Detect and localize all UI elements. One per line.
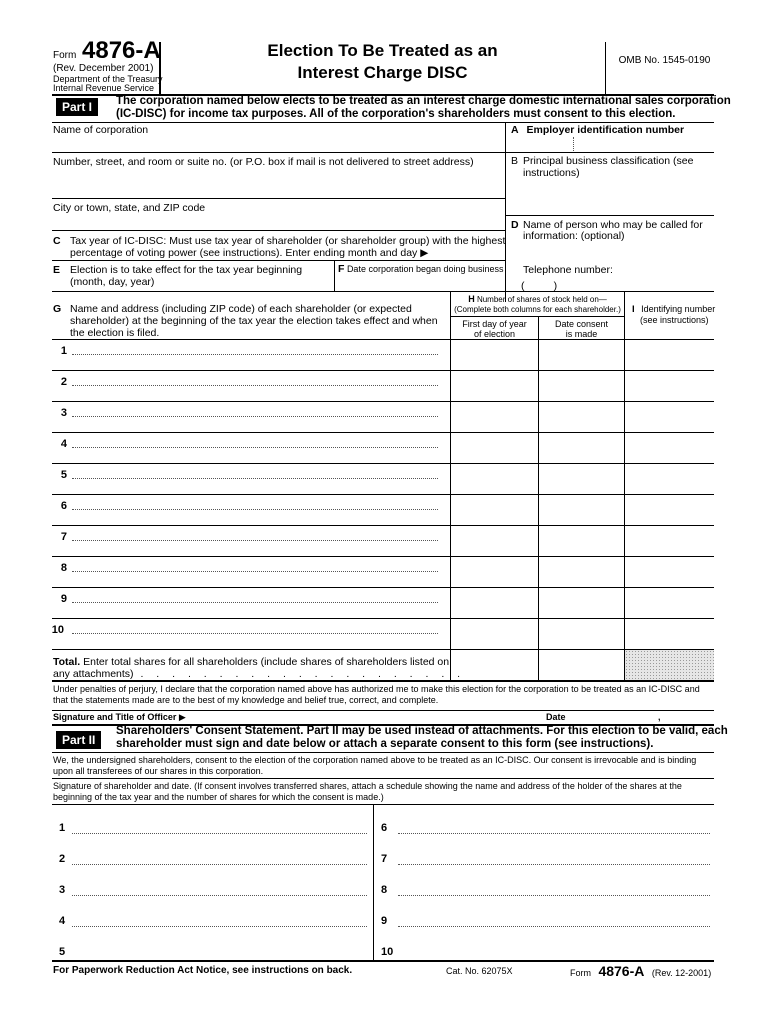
- column-i-header-line1: [632, 304, 715, 315]
- field-d-label-line2: information: (optional): [523, 230, 625, 242]
- shares-first-day-field[interactable]: [451, 619, 537, 648]
- department: Department of the Treasury: [53, 74, 163, 84]
- form-title-line1: Election To Be Treated as an: [267, 41, 498, 60]
- part2-label: Part II: [56, 731, 101, 749]
- shareholder-name-address-field[interactable]: [72, 340, 448, 369]
- shareholder-sig-line1: Signature of shareholder and date. (If consent involves transferred shares, attach a schedule showing the name and address of the holder of the shares at the: [53, 781, 682, 791]
- footer-form-id: [570, 963, 711, 981]
- identifying-number-field[interactable]: [625, 588, 714, 617]
- consent-row-number: 5: [59, 946, 66, 958]
- part1-text-line2: (IC-DISC) for income tax purposes. All of the corporation's shareholders must consent to this election.: [116, 108, 676, 120]
- shareholder-signature-field[interactable]: [72, 878, 367, 898]
- paperwork-notice: For Paperwork Reduction Act Notice, see instructions on back.: [53, 965, 353, 976]
- date-comma: ,: [658, 712, 661, 722]
- shareholder-row-number: 2: [60, 376, 67, 388]
- field-f-label: [338, 264, 504, 275]
- tax-year-ending-field[interactable]: [425, 246, 503, 259]
- field-f-text: Date corporation began doing business: [346, 264, 504, 274]
- shareholder-signature-field[interactable]: [398, 909, 710, 929]
- field-e-label-line1: Election is to take effect for the tax year beginning: [70, 264, 303, 276]
- perjury-line2: that the statements made are to the best of my knowledge and belief true, correct, and complete.: [53, 695, 439, 705]
- consent-row-number: 10: [381, 946, 394, 958]
- shareholder-sig-line2: beginning of the tax year and the number of shares for which the consent is made.): [53, 792, 384, 802]
- field-d-label-line1: Name of person who may be called for: [523, 219, 703, 231]
- field-a-letter: A: [511, 124, 519, 136]
- column-i-header-text: Identifying number: [641, 304, 716, 314]
- column-h1-header-line1: First day of year: [462, 319, 527, 329]
- total-h2-field[interactable]: [539, 650, 624, 680]
- field-a-label: Employer identification number: [526, 124, 685, 136]
- consent-row-number: 8: [381, 884, 388, 896]
- shareholder-name-address-field[interactable]: [72, 464, 448, 493]
- shares-first-day-field[interactable]: [451, 588, 537, 617]
- shares-consent-date-field[interactable]: [539, 433, 624, 462]
- shareholder-row-number: 1: [60, 345, 67, 357]
- field-b-label-line2: instructions): [523, 167, 580, 179]
- footer-revision: (Rev. 12-2001): [651, 968, 712, 978]
- street-address-field[interactable]: [53, 168, 503, 196]
- field-b-label-line1: Principal business classification (see: [523, 155, 694, 167]
- omb-number: OMB No. 1545-0190: [618, 55, 711, 66]
- part1-label: Part I: [56, 98, 98, 116]
- shares-first-day-field[interactable]: [451, 433, 537, 462]
- total-label-line1: [53, 656, 449, 668]
- form-word: Form: [53, 50, 77, 61]
- consent-line2: upon all transferees of our shares in this corporation.: [53, 766, 264, 776]
- name-of-corporation-label: Name of corporation: [53, 124, 149, 136]
- shares-first-day-field[interactable]: [451, 557, 537, 586]
- field-i-letter: I: [632, 304, 635, 315]
- signature-officer-label: Signature and Title of Officer ▶: [53, 712, 186, 722]
- election-effective-date-field[interactable]: [70, 288, 333, 301]
- shareholder-name-address-field[interactable]: [72, 495, 448, 524]
- shares-consent-date-field[interactable]: [539, 619, 624, 648]
- total-text-line2: any attachments): [53, 668, 134, 680]
- total-dots: . . . . . . . . . . . . . . . . . . . . .: [140, 668, 466, 680]
- shareholder-name-address-field[interactable]: [72, 402, 448, 431]
- shares-consent-date-field[interactable]: [539, 557, 624, 586]
- consent-row-number: 3: [59, 884, 66, 896]
- identifying-number-field[interactable]: [625, 464, 714, 493]
- identifying-number-field[interactable]: [625, 619, 714, 648]
- form-number: 4876-A: [82, 37, 161, 64]
- field-h-letter: H: [468, 294, 475, 304]
- consent-row-number: 9: [381, 915, 388, 927]
- shares-first-day-field[interactable]: [451, 464, 537, 493]
- consent-row-number: 6: [381, 822, 388, 834]
- shareholder-row-number: 7: [60, 531, 67, 543]
- shareholder-row-number: 4: [60, 438, 67, 450]
- identifying-number-field[interactable]: [625, 402, 714, 431]
- column-h2-header-line2: is made: [565, 329, 598, 339]
- consent-row-number: 4: [59, 915, 66, 927]
- consent-line1: We, the undersigned shareholders, consent to the election of the corporation named above to be treated as an IC-DISC. Our consent is irrevocable and is binding: [53, 755, 697, 765]
- identifying-number-field[interactable]: [625, 557, 714, 586]
- shares-consent-date-field[interactable]: [539, 402, 624, 431]
- employer-id-field[interactable]: [508, 135, 713, 152]
- telephone-field[interactable]: ( ): [521, 280, 558, 292]
- shareholder-signature-field[interactable]: [72, 940, 367, 960]
- officer-date-field[interactable]: [540, 698, 710, 710]
- consent-row-number: 7: [381, 853, 388, 865]
- field-c-letter: C: [53, 235, 61, 247]
- shareholder-signature-field[interactable]: [72, 847, 367, 867]
- column-h2-header-line1: Date consent: [554, 319, 609, 329]
- column-i-header-line2: (see instructions): [640, 315, 709, 325]
- shares-consent-date-field[interactable]: [539, 526, 624, 555]
- column-h-header-line2: (Complete both columns for each shareholder.): [454, 305, 621, 314]
- part2-text-line1: Shareholders' Consent Statement. Part II may be used instead of attachments. For this election to be valid, each: [116, 725, 728, 737]
- part1-text-line1: The corporation named below elects to be treated as an interest charge domestic international sales corporation: [116, 95, 731, 107]
- shares-first-day-field[interactable]: [451, 371, 537, 400]
- field-c-label-line2: percentage of voting power (see instructions). Enter ending month and day ▶: [70, 247, 429, 259]
- perjury-line1: Under penalties of perjury, I declare that the corporation named above has authorized me to make this election for the corporation to be treated as an IC-DISC and: [53, 684, 700, 694]
- city-state-zip-label: City or town, state, and ZIP code: [53, 202, 206, 214]
- field-f-letter: F: [338, 263, 345, 275]
- field-c-label-line1: Tax year of IC-DISC: Must use tax year of shareholder (or shareholder group) with the highest: [70, 235, 506, 247]
- shareholder-signature-field[interactable]: [398, 847, 710, 867]
- footer-form-number: 4876-A: [598, 963, 645, 979]
- shares-first-day-field[interactable]: [451, 340, 537, 369]
- field-d-letter: D: [511, 219, 519, 231]
- officer-signature-field[interactable]: [53, 698, 533, 710]
- telephone-label: Telephone number:: [523, 264, 613, 276]
- shareholder-name-address-field[interactable]: [72, 619, 448, 648]
- identifying-number-field[interactable]: [625, 371, 714, 400]
- shareholder-name-address-field[interactable]: [72, 433, 448, 462]
- shareholder-row-number: 6: [60, 500, 67, 512]
- field-b-letter: B: [511, 155, 519, 167]
- consent-row-number: 1: [59, 822, 66, 834]
- shareholder-name-address-field[interactable]: [72, 557, 448, 586]
- total-text: Enter total shares for all shareholders (include shares of shareholders listed on: [83, 656, 450, 668]
- shareholder-signature-field[interactable]: [72, 909, 367, 929]
- total-h1-field[interactable]: [451, 650, 537, 680]
- identifying-number-field[interactable]: [625, 495, 714, 524]
- street-address-label: Number, street, and room or suite no. (or P.O. box if mail is not delivered to street address): [53, 156, 474, 168]
- column-h-header-line1: Number of shares of stock held on—: [476, 295, 607, 304]
- column-h-header: [451, 294, 624, 305]
- shareholder-signature-field[interactable]: [398, 940, 710, 960]
- shares-first-day-field[interactable]: [451, 495, 537, 524]
- agency: Internal Revenue Service: [53, 83, 155, 93]
- shareholder-signature-field[interactable]: [72, 816, 367, 836]
- column-h1-header-line2: of election: [473, 329, 516, 339]
- column-g-header-line2: shareholder) at the beginning of the tax year the election takes effect and when: [70, 315, 438, 327]
- shares-first-day-field[interactable]: [451, 526, 537, 555]
- shareholder-row-number: 8: [60, 562, 67, 574]
- identifying-number-field[interactable]: [625, 433, 714, 462]
- shareholder-name-address-field[interactable]: [72, 371, 448, 400]
- part2-text-line2: shareholder must sign and date below or attach a separate consent to this form (see instructions).: [116, 738, 654, 750]
- field-e-label-line2: (month, day, year): [70, 276, 155, 288]
- date-began-business-field[interactable]: [337, 276, 503, 290]
- total-label-line2: [53, 668, 465, 680]
- date-label: Date: [546, 712, 566, 722]
- form-title-line2: Interest Charge DISC: [297, 63, 468, 82]
- name-of-corporation-field[interactable]: [53, 134, 503, 152]
- revision-date: (Rev. December 2001): [53, 63, 154, 74]
- field-e-letter: E: [53, 264, 61, 276]
- footer-form-word: Form: [570, 968, 591, 978]
- shares-consent-date-field[interactable]: [539, 340, 624, 369]
- shares-consent-date-field[interactable]: [539, 495, 624, 524]
- shares-first-day-field[interactable]: [451, 402, 537, 431]
- field-g-letter: G: [53, 303, 62, 315]
- shareholder-signature-field[interactable]: [398, 816, 710, 836]
- catalog-number: Cat. No. 62075X: [446, 966, 513, 976]
- identifying-number-field[interactable]: [625, 526, 714, 555]
- city-state-zip-field[interactable]: [53, 214, 503, 229]
- shares-consent-date-field[interactable]: [539, 588, 624, 617]
- shareholder-row-number: 5: [60, 469, 67, 481]
- shareholder-signature-field[interactable]: [398, 878, 710, 898]
- consent-row-number: 2: [59, 853, 66, 865]
- total-i-shaded-cell: [625, 650, 714, 680]
- column-g-header-line3: the election is filed.: [70, 327, 160, 339]
- shareholder-row-number: 3: [60, 407, 67, 419]
- total-bold: Total.: [53, 656, 81, 668]
- column-g-header-line1: Name and address (including ZIP code) of each shareholder (or expected: [70, 303, 412, 315]
- shares-consent-date-field[interactable]: [539, 371, 624, 400]
- identifying-number-field[interactable]: [625, 340, 714, 369]
- shareholder-row-number: 9: [60, 593, 67, 605]
- shares-consent-date-field[interactable]: [539, 464, 624, 493]
- shareholder-name-address-field[interactable]: [72, 526, 448, 555]
- shareholder-row-number: 10: [51, 624, 64, 636]
- shareholder-name-address-field[interactable]: [72, 588, 448, 617]
